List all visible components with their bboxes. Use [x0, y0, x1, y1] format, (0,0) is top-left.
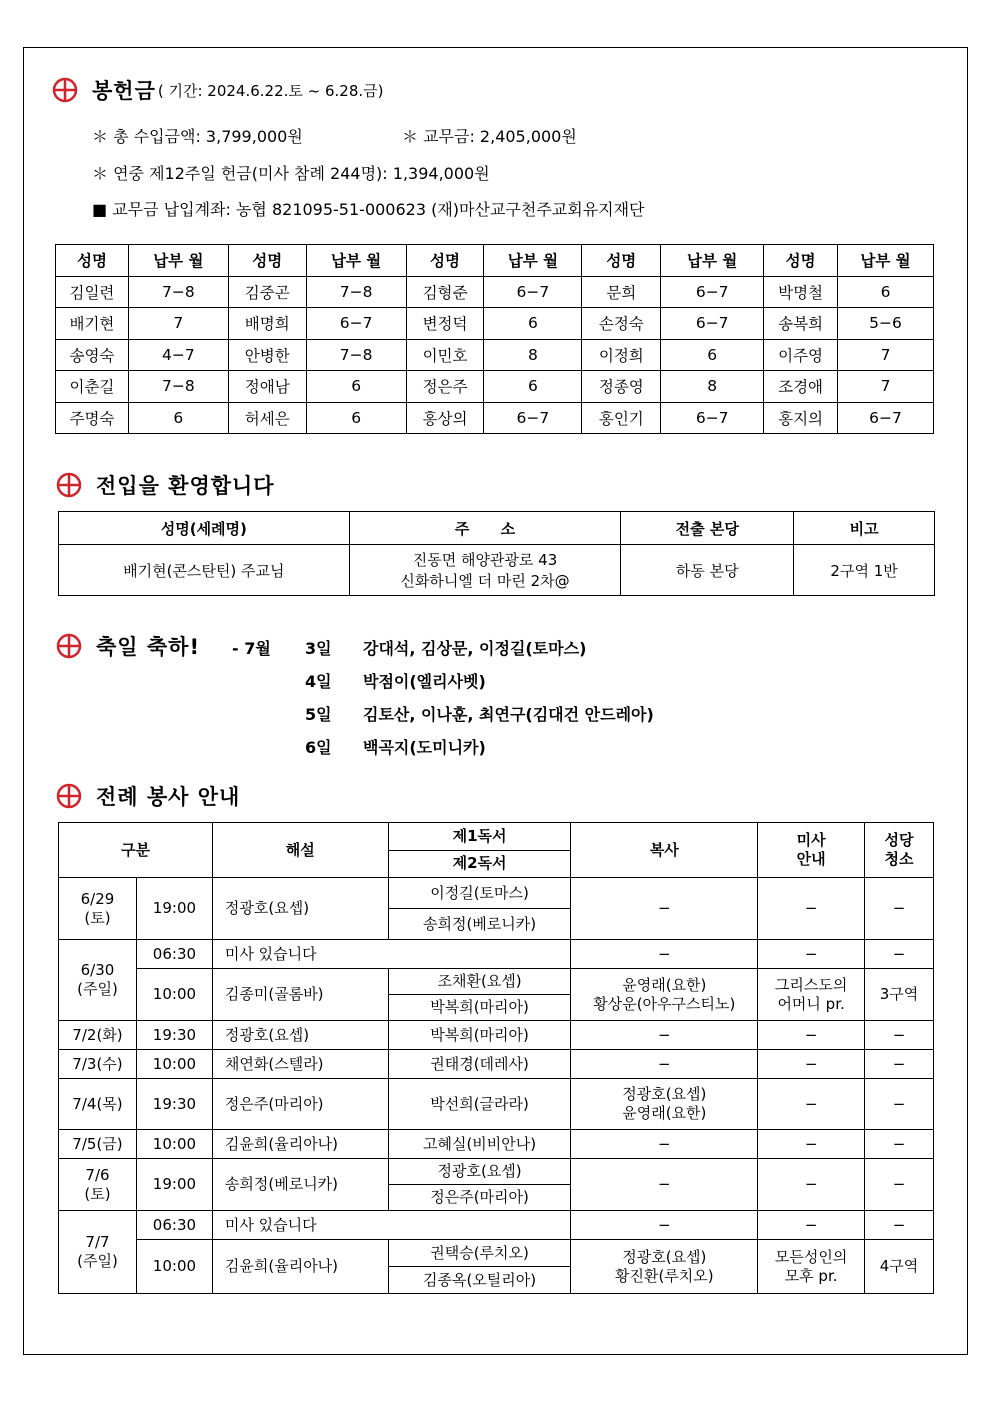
date-cell	[59, 878, 137, 940]
month-cell: 7	[128, 308, 228, 340]
usher-cell: −	[758, 940, 865, 969]
name-cell: 배기현	[56, 308, 129, 340]
time-cell: 06:30	[136, 1211, 212, 1240]
time-cell: 10:00	[136, 969, 212, 1021]
cross-circle-icon	[56, 472, 82, 498]
header-category: 구분	[59, 823, 213, 878]
table-row	[56, 276, 934, 308]
commentary-cell: 정광호(요셉)	[212, 1021, 388, 1050]
name-cell: 이주영	[764, 339, 838, 371]
time-cell: 10:00	[136, 1050, 212, 1079]
header-cell: 성명	[582, 245, 661, 277]
table-header-row	[59, 512, 935, 545]
server-line2: 황진환(루치오)	[614, 1266, 714, 1285]
table-row	[59, 545, 935, 596]
reader1-cell: 정광호(요셉)	[388, 1159, 571, 1185]
table-header-row	[59, 823, 934, 851]
liturgy-table	[58, 822, 934, 1294]
name-cell: 조경애	[764, 371, 838, 403]
feast-day: 3일	[305, 639, 332, 658]
header-reader2: 제2독서	[388, 850, 571, 878]
table-row	[59, 1159, 934, 1185]
month-cell: 5−6	[838, 308, 934, 340]
table-row	[59, 1130, 934, 1159]
welcome-title: 전입을 환영합니다	[96, 474, 275, 498]
commentary-cell: 김윤희(율리아나)	[212, 1240, 388, 1294]
month-cell: 6	[484, 308, 582, 340]
time-cell: 06:30	[136, 940, 212, 969]
reader1-cell: 권택승(루치오)	[388, 1240, 571, 1267]
date-line1: 6/30	[80, 961, 115, 980]
usher-cell: −	[758, 1050, 865, 1079]
date-line1: 7/6	[85, 1165, 110, 1184]
date-line2: (토)	[84, 1184, 111, 1203]
name-cell: 이춘길	[56, 371, 129, 403]
table-row	[59, 1021, 934, 1050]
time-cell: 19:00	[136, 1159, 212, 1211]
header-cleaning-line2: 청소	[884, 850, 914, 868]
no-mass-cell: 미사 있습니다	[212, 940, 571, 969]
name-cell: 정애남	[228, 371, 306, 403]
reader1-cell: 조채환(요셉)	[388, 969, 571, 995]
table-row	[56, 402, 934, 434]
date-cell: 7/4(목)	[59, 1079, 137, 1130]
feast-month: - 7월	[232, 639, 271, 658]
header-cell: 전출 본당	[621, 512, 794, 545]
cross-circle-icon	[56, 783, 82, 809]
reader2-cell: 정은주(마리아)	[388, 1185, 571, 1211]
reader1-cell: 고혜실(비비안나)	[388, 1130, 571, 1159]
cleaning-cell: −	[865, 1021, 934, 1050]
name-cell: 정은주	[406, 371, 484, 403]
month-cell: 6	[838, 276, 934, 308]
feast-header	[56, 631, 200, 661]
header-cell: 납부 월	[128, 245, 228, 277]
server-cell: −	[571, 1130, 758, 1159]
name-cell: 문희	[582, 276, 661, 308]
header-cell: 납부 월	[306, 245, 406, 277]
table-row	[59, 969, 934, 995]
commentary-cell: 김종미(골롬바)	[212, 969, 388, 1021]
liturgy-header	[56, 781, 240, 811]
liturgy-title: 전례 봉사 안내	[96, 785, 241, 809]
name-cell: 김일련	[56, 276, 129, 308]
month-cell: 6−7	[661, 308, 764, 340]
table-row	[56, 371, 934, 403]
server-line2: 윤영래(요한)	[622, 1104, 707, 1122]
welcome-table	[58, 511, 935, 596]
date-cell: 7/3(수)	[59, 1050, 137, 1079]
name-cell: 홍지의	[764, 402, 838, 434]
name-cell: 홍인기	[582, 402, 661, 434]
date-line2: (토)	[84, 908, 111, 927]
month-cell: 6−7	[306, 308, 406, 340]
total-income: ＊ 총 수입금액: 3,799,000원	[92, 127, 303, 146]
reader2-cell: 송희정(베로니카)	[388, 909, 571, 940]
month-cell: 6	[306, 371, 406, 403]
month-cell: 6−7	[661, 402, 764, 434]
commentary-cell: 송희정(베로니카)	[212, 1159, 388, 1211]
date-cell: 7/5(금)	[59, 1130, 137, 1159]
date-cell	[59, 1159, 137, 1211]
month-cell: 8	[484, 339, 582, 371]
header-cell: 비고	[794, 512, 935, 545]
commentary-cell: 김윤희(율리아나)	[212, 1130, 388, 1159]
header-reader1: 제1독서	[388, 823, 571, 851]
name-cell: 변정덕	[406, 308, 484, 340]
name-cell: 송복희	[764, 308, 838, 340]
date-line1: 7/7	[85, 1233, 110, 1252]
month-cell: 6	[484, 371, 582, 403]
table-row	[59, 1211, 934, 1240]
name-cell: 박명철	[764, 276, 838, 308]
header-cell: 성명	[764, 245, 838, 277]
header-cell: 주 소	[349, 512, 621, 545]
usher-line2: 어머니 pr.	[777, 994, 845, 1013]
usher-cell: −	[758, 1159, 865, 1211]
server-cell: −	[571, 940, 758, 969]
server-line1: 정광호(요셉)	[622, 1085, 707, 1104]
date-cell	[59, 1211, 137, 1294]
reader1-cell: 이정길(토마스)	[388, 878, 571, 909]
server-cell	[571, 1240, 758, 1294]
month-cell: 8	[661, 371, 764, 403]
name-cell: 홍상의	[406, 402, 484, 434]
month-cell: 7−8	[306, 276, 406, 308]
month-cell: 6	[128, 402, 228, 434]
previous-parish: 하동 본당	[621, 545, 794, 596]
server-cell	[571, 1079, 758, 1130]
commentary-cell: 채연화(스텔라)	[212, 1050, 388, 1079]
usher-line1: 그리스도의	[774, 975, 848, 994]
table-row	[59, 1240, 934, 1267]
name-cell: 정종영	[582, 371, 661, 403]
header-usher-line2: 안내	[796, 850, 826, 868]
header-server: 복사	[571, 823, 758, 878]
month-cell: 6−7	[838, 402, 934, 434]
usher-cell: −	[758, 1079, 865, 1130]
month-cell: 6−7	[484, 402, 582, 434]
header-usher-line1: 미사	[796, 831, 826, 850]
server-cell: −	[571, 1050, 758, 1079]
header-cell: 성명	[406, 245, 484, 277]
server-line2: 황상운(아우구스티노)	[593, 994, 736, 1013]
month-cell: 7−8	[128, 276, 228, 308]
table-row	[59, 1050, 934, 1079]
offering-header	[52, 75, 384, 105]
cleaning-cell: −	[865, 1079, 934, 1130]
table-row	[59, 940, 934, 969]
offering-period: ( 기간: 2024.6.22.토 ~ 6.28.금)	[157, 81, 384, 100]
month-cell: 6	[661, 339, 764, 371]
header-cell: 납부 월	[484, 245, 582, 277]
name-cell: 주명숙	[56, 402, 129, 434]
name-cell: 김형준	[406, 276, 484, 308]
header-cell: 성명	[228, 245, 306, 277]
month-cell: 7	[838, 371, 934, 403]
account-info: ■ 교무금 납입계좌: 농협 821095-51-000623 (재)마산교구천주교회유지재단	[92, 200, 645, 219]
name-cell: 송영숙	[56, 339, 129, 371]
welcome-header	[56, 470, 275, 500]
name-cell: 이민호	[406, 339, 484, 371]
header-cell: 성명(세례명)	[59, 512, 350, 545]
month-cell: 4−7	[128, 339, 228, 371]
feast-title: 축일 축하!	[96, 635, 201, 659]
cleaning-cell: 3구역	[865, 969, 934, 1021]
usher-line1: 모든성인의	[774, 1247, 848, 1266]
feast-names: 백곡지(도미니카)	[363, 738, 486, 757]
feast-day: 4일	[305, 672, 332, 691]
name-cell: 배명희	[228, 308, 306, 340]
note: 2구역 1반	[794, 545, 935, 596]
cross-circle-icon	[52, 77, 78, 103]
cleaning-cell: −	[865, 1130, 934, 1159]
month-cell: 6−7	[661, 276, 764, 308]
no-mass-cell: 미사 있습니다	[212, 1211, 571, 1240]
offering-title: 봉헌금	[92, 79, 156, 103]
cleaning-cell: −	[865, 1211, 934, 1240]
usher-line2: 모후 pr.	[784, 1266, 838, 1285]
table-header-row	[56, 245, 934, 277]
commentary-cell: 정광호(요셉)	[212, 878, 388, 940]
month-cell: 7	[838, 339, 934, 371]
date-line2: (주일)	[77, 980, 118, 998]
header-commentary: 해설	[212, 823, 388, 878]
cleaning-cell: −	[865, 1159, 934, 1211]
month-cell: 7−8	[306, 339, 406, 371]
address-line-1: 진동면 해양관광로 43	[412, 551, 558, 569]
server-line1: 정광호(요셉)	[622, 1247, 707, 1266]
feast-day: 5일	[305, 705, 332, 724]
cleaning-cell: −	[865, 1050, 934, 1079]
week-offering: ＊ 연중 제12주일 헌금(미사 참례 244명): 1,394,000원	[92, 164, 490, 183]
feast-day: 6일	[305, 738, 332, 757]
member-name: 배기현(콘스탄틴) 주교님	[59, 545, 350, 596]
time-cell: 19:30	[136, 1021, 212, 1050]
feast-names: 강대석, 김상문, 이정길(토마스)	[363, 639, 587, 658]
month-cell: 6−7	[484, 276, 582, 308]
table-row	[59, 1079, 934, 1130]
header-cell: 납부 월	[838, 245, 934, 277]
name-cell: 허세은	[228, 402, 306, 434]
feast-names: 김토산, 이나훈, 최연구(김대건 안드레아)	[363, 705, 654, 724]
reader1-cell: 박복희(마리아)	[388, 1021, 571, 1050]
cleaning-cell: 4구역	[865, 1240, 934, 1294]
reader1-cell: 권태경(데레사)	[388, 1050, 571, 1079]
server-cell: −	[571, 1159, 758, 1211]
header-usher	[758, 823, 865, 878]
header-cell: 납부 월	[661, 245, 764, 277]
date-cell: 7/2(화)	[59, 1021, 137, 1050]
name-cell: 이정희	[582, 339, 661, 371]
header-cell: 성명	[56, 245, 129, 277]
usher-cell: −	[758, 1211, 865, 1240]
name-cell: 김중곤	[228, 276, 306, 308]
table-row	[59, 878, 934, 909]
date-line2: (주일)	[77, 1252, 118, 1270]
reader1-cell: 박선희(글라라)	[388, 1079, 571, 1130]
date-line1: 6/29	[80, 889, 115, 908]
server-line1: 윤영래(요한)	[622, 975, 707, 994]
member-address	[349, 545, 621, 596]
school-fund: ＊ 교무금: 2,405,000원	[402, 127, 577, 146]
month-cell: 6	[306, 402, 406, 434]
cross-circle-icon	[56, 633, 82, 659]
server-cell	[571, 969, 758, 1021]
address-line-2: 신화하니엘 더 마린 2차@	[400, 572, 570, 590]
usher-cell	[758, 1240, 865, 1294]
header-cleaning-line1: 성당	[884, 831, 914, 850]
header-cleaning	[865, 823, 934, 878]
server-cell: −	[571, 878, 758, 940]
usher-cell: −	[758, 878, 865, 940]
cleaning-cell: −	[865, 878, 934, 940]
cleaning-cell: −	[865, 940, 934, 969]
server-cell: −	[571, 1021, 758, 1050]
reader2-cell: 박복희(마리아)	[388, 995, 571, 1021]
server-cell: −	[571, 1211, 758, 1240]
feast-names: 박점이(엘리사벳)	[363, 672, 486, 691]
name-cell: 안병한	[228, 339, 306, 371]
commentary-cell: 정은주(마리아)	[212, 1079, 388, 1130]
usher-cell: −	[758, 1021, 865, 1050]
usher-cell	[758, 969, 865, 1021]
month-cell: 7−8	[128, 371, 228, 403]
table-row	[56, 339, 934, 371]
table-row	[56, 308, 934, 340]
reader2-cell: 김종옥(오틸리아)	[388, 1267, 571, 1294]
time-cell: 10:00	[136, 1130, 212, 1159]
usher-cell: −	[758, 1130, 865, 1159]
offering-table	[55, 244, 934, 434]
time-cell: 10:00	[136, 1240, 212, 1294]
time-cell: 19:00	[136, 878, 212, 940]
time-cell: 19:30	[136, 1079, 212, 1130]
date-cell	[59, 940, 137, 1021]
name-cell: 손정숙	[582, 308, 661, 340]
